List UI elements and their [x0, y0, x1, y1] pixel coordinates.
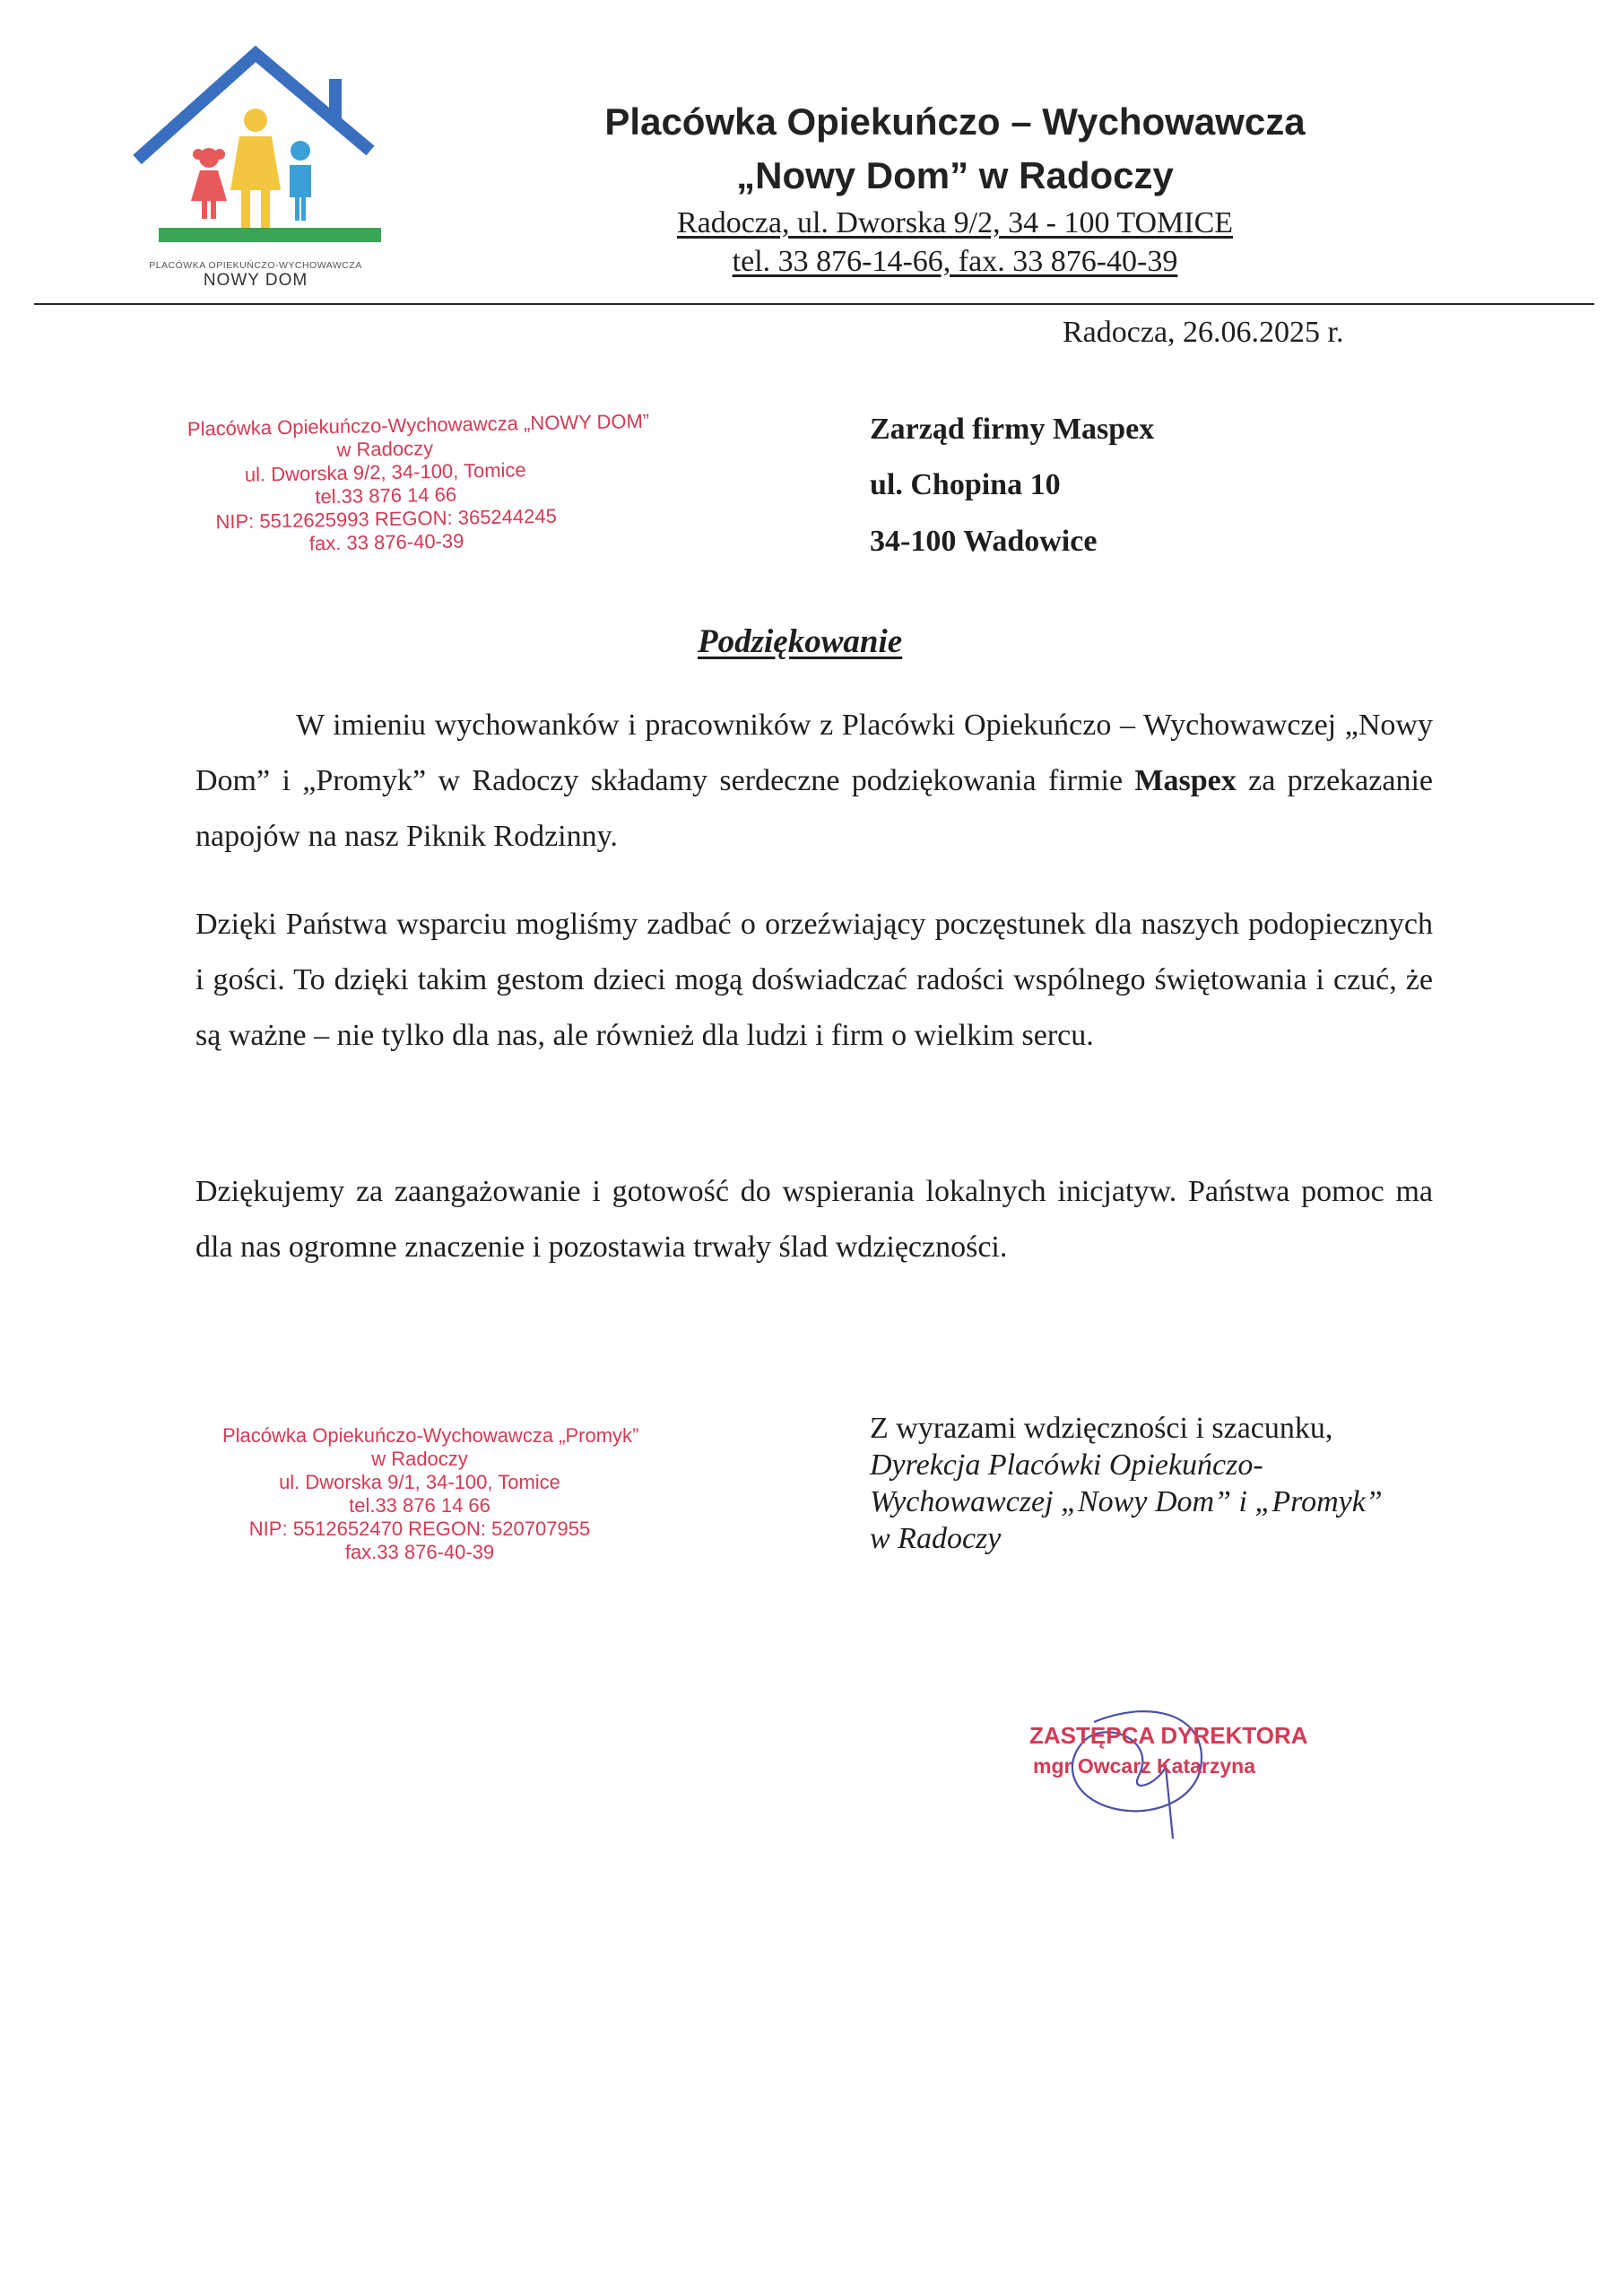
recipient-line2: ul. Chopina 10 [870, 468, 1061, 501]
stamp-line: w Radoczy [371, 1448, 468, 1470]
logo-caption-small: PLACÓWKA OPIEKUŃCZO-WYCHOWAWCZA [149, 260, 362, 271]
letter-subject: Podziękowanie [698, 623, 903, 660]
stamp-line: Placówka Opiekuńczo-Wychowawcza „NOWY DOM” [187, 409, 650, 440]
closing-signer-line1: Dyrekcja Placówki Opiekuńczo- [870, 1448, 1263, 1482]
recipient-line1: Zarząd firmy Maspex [870, 413, 1155, 446]
org-phone: tel. 33 876-14-66, fax. 33 876-40-39 [732, 245, 1178, 278]
signature-stamp-title: ZASTĘPCA DYREKTORA [1029, 1722, 1308, 1749]
recipient-line3: 34-100 Wadowice [870, 525, 1098, 558]
stamp-line: w Radoczy [336, 437, 434, 461]
stamp-line: Placówka Opiekuńczo-Wychowawcza „Promyk” [222, 1424, 639, 1447]
org-name-line1: Placówka Opiekuńczo – Wychowawcza [604, 100, 1306, 143]
logo-adult-head [244, 109, 267, 132]
stamp-line: fax.33 876-40-39 [344, 1541, 495, 1563]
header-divider [34, 303, 1594, 305]
stamp-line: tel.33 876 14 66 [349, 1494, 490, 1517]
closing-signer-line3: w Radoczy [870, 1522, 1002, 1555]
stamp-nowy-dom [187, 409, 650, 558]
org-name-line2: „Nowy Dom” w Radoczy [736, 154, 1174, 196]
body-paragraph-3: Dziękujemy za zaangażowanie i gotowość do wspierania lokalnych inicjatyw. Państwa pomoc ma dla nas ogromne znaczenie i pozostawia trwały ślad wdzięczności. [195, 1175, 1433, 1264]
letter-date: Radocza, 26.06.2025 r. [1063, 316, 1344, 349]
logo-adult-body [230, 136, 281, 228]
stamp-line: tel.33 876 14 66 [315, 483, 457, 509]
org-address: Radocza, ul. Dworska 9/2, 34 - 100 TOMICE [676, 206, 1234, 239]
logo-boy-body [290, 165, 311, 221]
closing-block [870, 1410, 1383, 1557]
logo-girl-body [191, 170, 227, 219]
logo-boy-head [291, 141, 310, 161]
body-paragraph-1 [195, 698, 1433, 865]
logo-chimney [329, 79, 342, 118]
body-p1-text-a: W imieniu wychowanków i pracowników z Placówki Opiekuńczo – Wychowawczej „Nowy Dom” i „Promyk” w Radoczy składamy serdeczne podziękowania firmie [195, 709, 1433, 797]
logo-caption-big: NOWY DOM [203, 271, 308, 290]
body-p1-text-b: za przekazanie napojów na nasz Piknik Rodzinny. [195, 764, 1433, 853]
closing-greeting: Z wyrazami wdzięczności i szacunku, [870, 1412, 1333, 1445]
body-paragraph-2: Dzięki Państwa wsparciu mogliśmy zadbać o orzeźwiający poczęstunek dla naszych podopiecznych i gości. To dzięki takim gestom dzieci mogą doświadczać radości wspólnego świętowania i czuć, że są ważne – nie tylko dla nas, ale również dla ludzi i firm o wielkim sercu. [195, 908, 1433, 1052]
logo-grass [159, 228, 381, 242]
stamp-line: NIP: 5512625993 REGON: 365244245 [215, 504, 558, 534]
stamp-line: fax. 33 876-40-39 [308, 529, 464, 555]
stamp-line: NIP: 5512652470 REGON: 520707955 [248, 1518, 591, 1540]
stamp-line: ul. Dworska 9/2, 34-100, Tomice [244, 458, 526, 486]
stamp-promyk [222, 1424, 639, 1564]
stamp-line: ul. Dworska 9/1, 34-100, Tomice [279, 1471, 560, 1493]
body-p1-company: Maspex [1134, 764, 1237, 797]
closing-signer-line2: Wychowawczej „Nowy Dom” i „Promyk” [870, 1485, 1383, 1518]
signature-stamp-name: mgr Owcarz Katarzyna [1033, 1754, 1255, 1778]
